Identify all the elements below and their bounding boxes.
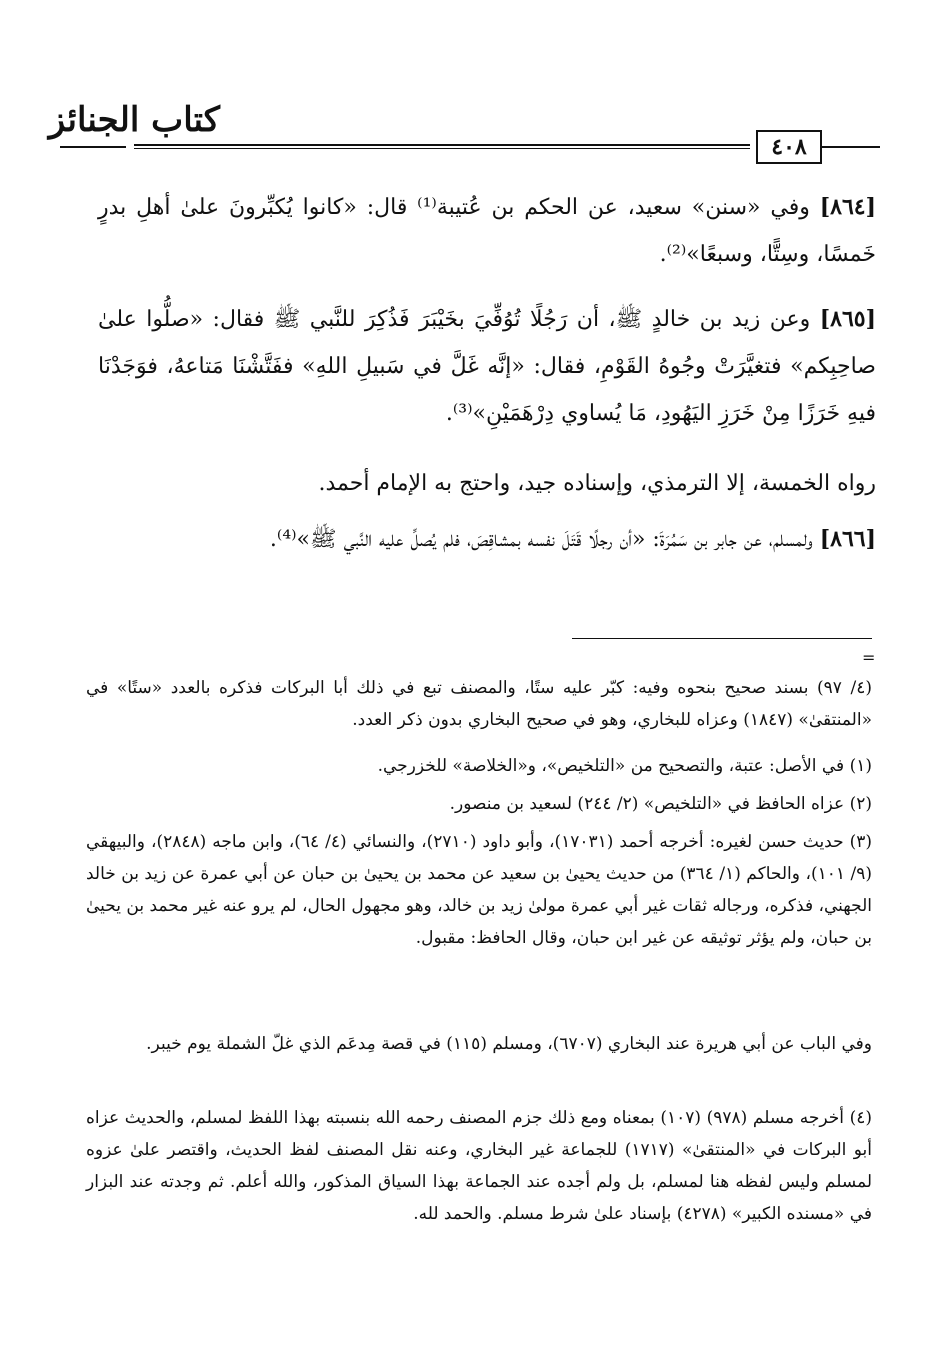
page-header xyxy=(48,82,880,172)
page-number: ٤٠٨ xyxy=(756,130,822,164)
header-rule-right xyxy=(820,146,880,148)
footnote-continuation: (٤/ ٩٧) بسند صحيح بنحوه وفيه: كبّر عليه ستًا، والمصنف تبع في ذلك أبا البركات فذكره بالعدد «ستًا» في «المنتقىٰ» (١٨٤٧) وعزاه للبخاري، وهو في صحيح البخاري بدون ذكر العدد. xyxy=(86,678,872,730)
hadith-text: وفي «سنن» سعيد، عن الحكم بن عُتيبة⁽¹⁾ قال: «كانوا يُكبِّرونَ علىٰ أهلِ بدرٍ خَمسًا، وسِتًّا، وسبعًا»⁽²⁾. xyxy=(98,195,876,267)
hadith-865-grading: رواه الخمسة، إلا الترمذي، وإسناده جيد، واحتج به الإمام أحمد. xyxy=(318,471,876,496)
footnote-4: (٤) أخرجه مسلم (٩٧٨) (١٠٧) بمعناه ومع ذلك جزم المصنف رحمه الله بنسبته بهذا اللفظ لمسلم، والحديث عزاه أبو البركات في «المنتقىٰ» (١٧١٧) للجماعة غير البخاري، وعنه نقل المصنف لفظ الحديث، واقتصر علىٰ عزوه لمسلم وليس لفظه هنا لمسلم، بل ولم أجده عند الجماعة بهذا السياق المذكور، والله أعلم. ثم وجدته عند البزار في «مسنده الكبير» (٤٢٧٨) بإسناد علىٰ شرط مسلم. والحمد لله. xyxy=(86,1108,873,1224)
continuation-mark: = xyxy=(862,648,876,667)
footnote-divider xyxy=(572,638,872,639)
hadith-864 xyxy=(98,184,876,278)
book-title: كتاب الجنائز xyxy=(48,100,220,140)
hadith-865 xyxy=(98,296,876,437)
hadith-text: وعن زيد بن خالدٍ ﷺ، أن رَجُلًا تُوُفِّيَ بخَيْبَرَ فَذُكِرَ للنَّبي ﷺ فقال: «صلُّوا علىٰ صاحِبِكم» فتغيَّرَتْ وجُوهُ القَوْمِ، فقال: «إنَّه غَلَّ في سَبيلِ اللهِ» ففَتَّشْنَا مَتاعهُ، فوَجَدْنَا فيهِ خَرَزًا مِنْ خَرَزِ اليَهُودِ، مَا يُساوي دِرْهَمَيْنِ»⁽³⁾. xyxy=(98,307,876,426)
header-rule-top xyxy=(134,144,750,146)
footnote-1: (١) في الأصل: عتبة، والتصحيح من «التلخيص»، و«الخلاصة» للخزرجي. xyxy=(377,756,872,776)
hadith-number: [٨٦٥] xyxy=(819,306,877,332)
hadith-number: [٨٦٦] xyxy=(819,526,876,552)
hadith-text: ولمسلم، عن جابر بن سَمُرَةَ: «أن رجلًا قَتَلَ نفسه بمشاقِصَ، فلم يُصلِّ عليه النَّبي ﷺ»⁽⁴⁾. xyxy=(269,527,813,552)
header-rule-left xyxy=(60,146,126,148)
footnote-2: (٢) عزاه الحافظ في «التلخيص» (٢/ ٢٤٤) لسعيد بن منصور. xyxy=(449,794,872,814)
header-rule-bottom xyxy=(134,148,750,149)
footnote-3-extra: وفي الباب عن أبي هريرة عند البخاري (٦٧٠٧)، ومسلم (١١٥) في قصة مِدعَم الذي غلّ الشملة يوم خيبر. xyxy=(146,1034,872,1054)
footnote-3: (٣) حديث حسن لغيره: أخرجه أحمد (١٧٠٣١)، وأبو داود (٢٧١٠)، والنسائي (٤/ ٦٤)، وابن ماجه (٢٨٤٨)، والبيهقي (٩/ ١٠١)، والحاكم (١/ ٣٦٤) من حديث يحيىٰ بن سعيد عن محمد بن يحيىٰ بن حبان عن أبي عمرة عن زيد بن خالد الجهني، فذكره، ورجاله ثقات غير أبي عمرة مولىٰ زيد بن خالد، وهو مجهول الحال، لم يرو عنه غير محمد بن يحيىٰ بن حبان، ولم يؤثر توثيقه عن غير ابن حبان، وقال الحافظ: مقبول. xyxy=(86,832,873,948)
hadith-number: [٨٦٤] xyxy=(819,194,877,220)
hadith-866 xyxy=(98,516,876,563)
